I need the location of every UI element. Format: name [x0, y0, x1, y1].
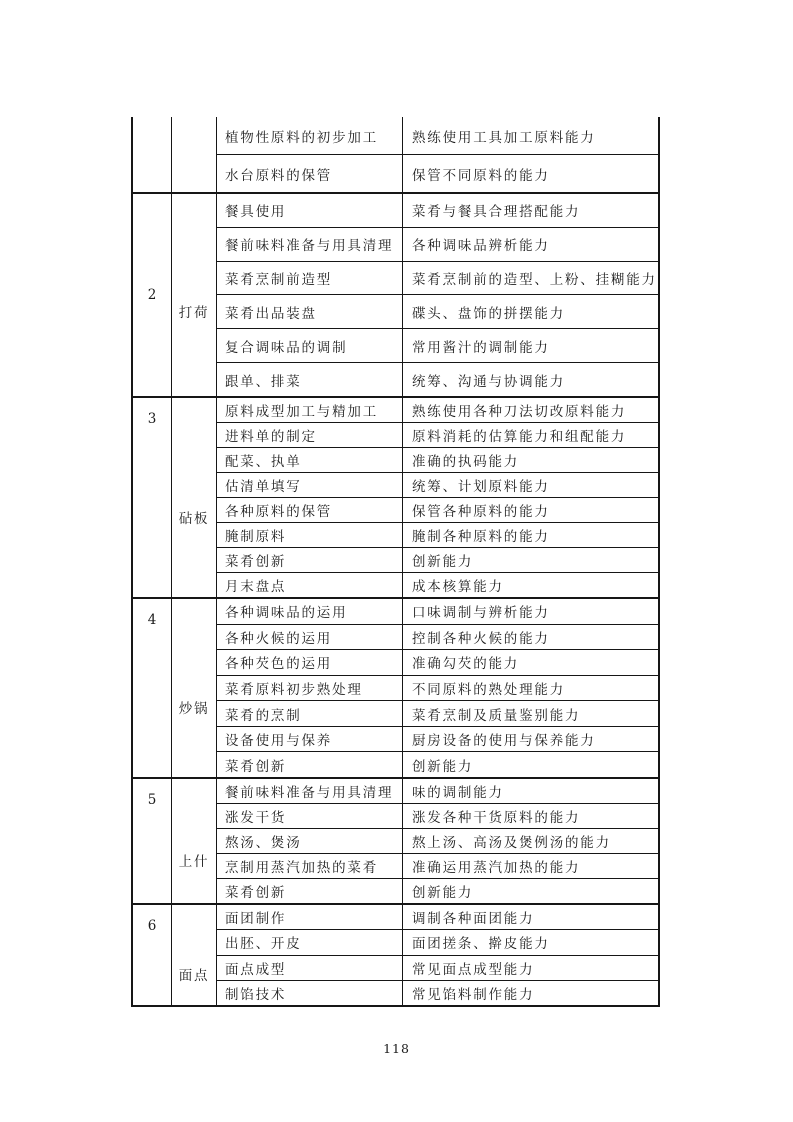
table-row — [217, 472, 658, 497]
ability-text: 创新能力 — [412, 758, 474, 775]
ability-cell — [403, 155, 658, 192]
table-row — [217, 294, 658, 328]
ability-cell — [403, 228, 658, 261]
table-row — [217, 117, 658, 154]
task-cell — [217, 262, 403, 295]
ability-cell — [403, 473, 658, 497]
ability-text: 统筹、沟通与协调能力 — [412, 373, 565, 390]
section-rows — [217, 599, 658, 777]
ability-cell — [403, 956, 658, 980]
position-label: 打荷 — [178, 305, 210, 321]
table-row — [217, 497, 658, 522]
task-cell — [217, 228, 403, 261]
ability-text: 厨房设备的使用与保养能力 — [412, 733, 596, 750]
ability-cell — [403, 905, 658, 929]
task-cell — [217, 676, 403, 701]
table-row — [217, 547, 658, 572]
task-cell — [217, 701, 403, 726]
table-row — [217, 649, 658, 675]
ability-cell — [403, 548, 658, 572]
table-row — [217, 422, 658, 447]
ability-cell — [403, 625, 658, 650]
ability-text: 涨发各种干货原料的能力 — [412, 810, 581, 826]
ability-text: 味的调制能力 — [412, 785, 504, 801]
table-row — [217, 261, 658, 295]
table-row — [217, 751, 658, 777]
position-cell — [172, 194, 217, 396]
task-cell — [217, 599, 403, 624]
table-section-cont — [133, 117, 658, 192]
task-cell — [217, 625, 403, 650]
ability-text: 熟练使用各种刀法切改原料能力 — [412, 404, 627, 420]
page-number: 118 — [383, 1041, 410, 1056]
task-text: 熬汤、煲汤 — [225, 835, 302, 851]
section-number: 4 — [147, 612, 157, 628]
task-cell — [217, 423, 403, 447]
ability-text: 常见馅料制作能力 — [412, 986, 535, 1003]
task-text: 各种调味品的运用 — [225, 605, 348, 622]
task-cell — [217, 363, 403, 396]
ability-cell — [403, 423, 658, 447]
ability-text: 成本核算能力 — [412, 579, 504, 595]
task-text: 各种原料的保管 — [225, 504, 333, 520]
task-text: 月末盘点 — [225, 579, 287, 595]
section-number-cell — [133, 779, 172, 903]
ability-text: 各种调味品辨析能力 — [412, 238, 550, 255]
ability-cell — [403, 498, 658, 522]
table-section-6 — [133, 903, 658, 1005]
ability-cell — [403, 727, 658, 752]
ability-cell — [403, 573, 658, 597]
task-cell — [217, 804, 403, 828]
section-number-cell — [133, 194, 172, 396]
ability-text: 准确的执码能力 — [412, 454, 520, 470]
task-text: 菜肴的烹制 — [225, 707, 302, 724]
position-cell — [172, 398, 217, 597]
position-cell — [172, 117, 217, 192]
task-text: 面团制作 — [225, 911, 287, 928]
ability-text: 创新能力 — [412, 885, 474, 901]
ability-cell — [403, 930, 658, 954]
section-rows — [217, 398, 658, 597]
task-text: 植物性原料的初步加工 — [225, 129, 378, 146]
ability-text: 熬上汤、高汤及煲例汤的能力 — [412, 835, 611, 851]
ability-cell — [403, 398, 658, 422]
section-rows — [217, 194, 658, 396]
ability-cell — [403, 701, 658, 726]
task-text: 出胚、开皮 — [225, 936, 302, 953]
table-row — [217, 929, 658, 954]
ability-cell — [403, 523, 658, 547]
ability-text: 调制各种面团能力 — [412, 911, 535, 928]
table-section-3 — [133, 396, 658, 597]
task-text: 复合调味品的调制 — [225, 339, 348, 356]
section-rows — [217, 779, 658, 903]
table-row — [217, 522, 658, 547]
ability-cell — [403, 676, 658, 701]
ability-cell — [403, 117, 658, 154]
task-cell — [217, 498, 403, 522]
ability-text: 常用酱汁的调制能力 — [412, 339, 550, 356]
table-row — [217, 905, 658, 929]
task-text: 制馅技术 — [225, 986, 287, 1003]
ability-text: 不同原料的熟处理能力 — [412, 682, 565, 699]
section-number: 2 — [147, 287, 157, 303]
table-section-5 — [133, 777, 658, 903]
task-cell — [217, 117, 403, 154]
ability-text: 准确勾芡的能力 — [412, 656, 520, 673]
section-number-cell — [133, 599, 172, 777]
task-text: 菜肴创新 — [225, 758, 287, 775]
task-text: 水台原料的保管 — [225, 167, 333, 184]
task-text: 菜肴烹制前造型 — [225, 272, 333, 289]
section-rows — [217, 905, 658, 1005]
position-label: 面点 — [178, 968, 210, 984]
task-text: 烹制用蒸汽加热的菜肴 — [225, 860, 378, 876]
table-row — [217, 328, 658, 362]
ability-text: 熟练使用工具加工原料能力 — [412, 129, 596, 146]
task-cell — [217, 573, 403, 597]
task-cell — [217, 523, 403, 547]
task-text: 原料成型加工与精加工 — [225, 404, 378, 420]
ability-text: 控制各种火候的能力 — [412, 630, 550, 647]
task-text: 菜肴创新 — [225, 885, 287, 901]
table-row — [217, 194, 658, 227]
task-cell — [217, 752, 403, 777]
section-number-cell — [133, 117, 172, 192]
ability-cell — [403, 599, 658, 624]
section-number-cell — [133, 398, 172, 597]
table-row — [217, 599, 658, 624]
ability-text: 腌制各种原料的能力 — [412, 529, 550, 545]
task-cell — [217, 398, 403, 422]
table-row — [217, 803, 658, 828]
table-row — [217, 853, 658, 878]
ability-cell — [403, 262, 658, 295]
position-label: 炒锅 — [178, 701, 210, 717]
task-cell — [217, 194, 403, 227]
task-cell — [217, 779, 403, 803]
task-text: 餐具使用 — [225, 204, 287, 221]
task-text: 餐前味料准备与用具清理 — [225, 785, 394, 801]
ability-text: 创新能力 — [412, 554, 474, 570]
task-text: 设备使用与保养 — [225, 733, 333, 750]
position-cell — [172, 599, 217, 777]
ability-text: 口味调制与辨析能力 — [412, 605, 550, 622]
table-row — [217, 447, 658, 472]
ability-text: 原料消耗的估算能力和组配能力 — [412, 429, 627, 445]
task-cell — [217, 905, 403, 929]
position-label: 砧板 — [178, 510, 210, 527]
section-number-cell — [133, 905, 172, 1005]
ability-text: 常见面点成型能力 — [412, 961, 535, 978]
ability-cell — [403, 981, 658, 1005]
ability-cell — [403, 879, 658, 903]
task-text: 跟单、排菜 — [225, 373, 302, 390]
section-number: 5 — [147, 792, 157, 808]
task-cell — [217, 879, 403, 903]
table-row — [217, 362, 658, 396]
section-rows — [217, 117, 658, 192]
table-section-4 — [133, 597, 658, 777]
ability-cell — [403, 295, 658, 328]
table-row — [217, 624, 658, 650]
ability-text: 面团搓条、擀皮能力 — [412, 936, 550, 953]
table-row — [217, 572, 658, 597]
task-cell — [217, 155, 403, 192]
table-row — [217, 955, 658, 980]
task-cell — [217, 727, 403, 752]
table-row — [217, 675, 658, 701]
ability-text: 准确运用蒸汽加热的能力 — [412, 860, 581, 876]
table-row — [217, 227, 658, 261]
table-row — [217, 700, 658, 726]
ability-cell — [403, 363, 658, 396]
table-row — [217, 980, 658, 1005]
ability-text: 碟头、盘饰的拼摆能力 — [412, 305, 565, 322]
task-cell — [217, 329, 403, 362]
task-cell — [217, 854, 403, 878]
task-text: 估清单填写 — [225, 479, 302, 495]
task-text: 餐前味料准备与用具清理 — [225, 238, 394, 255]
section-number: 3 — [147, 411, 157, 427]
ability-text: 保管各种原料的能力 — [412, 504, 550, 520]
ability-cell — [403, 829, 658, 853]
section-number: 6 — [147, 918, 157, 934]
duties-table — [131, 117, 660, 1007]
task-cell — [217, 930, 403, 954]
position-cell — [172, 779, 217, 903]
task-cell — [217, 295, 403, 328]
ability-text: 统筹、计划原料能力 — [412, 479, 550, 495]
ability-cell — [403, 650, 658, 675]
task-cell — [217, 829, 403, 853]
ability-cell — [403, 752, 658, 777]
ability-text: 菜肴与餐具合理搭配能力 — [412, 204, 581, 221]
task-cell — [217, 981, 403, 1005]
ability-cell — [403, 779, 658, 803]
task-cell — [217, 548, 403, 572]
position-cell — [172, 905, 217, 1005]
ability-cell — [403, 329, 658, 362]
ability-text: 保管不同原料的能力 — [412, 167, 550, 184]
table-row — [217, 154, 658, 192]
task-cell — [217, 956, 403, 980]
ability-cell — [403, 448, 658, 472]
task-text: 涨发干货 — [225, 810, 287, 826]
task-cell — [217, 448, 403, 472]
task-text: 菜肴原料初步熟处理 — [225, 682, 363, 699]
task-text: 配菜、执单 — [225, 454, 302, 470]
table-row — [217, 878, 658, 903]
task-text: 腌制原料 — [225, 529, 287, 545]
table-row — [217, 828, 658, 853]
ability-text: 菜肴烹制前的造型、上粉、挂糊能力 — [412, 272, 657, 289]
ability-cell — [403, 194, 658, 227]
task-text: 菜肴出品装盘 — [225, 305, 317, 322]
task-text: 进料单的制定 — [225, 429, 317, 445]
table-row — [217, 398, 658, 422]
task-cell — [217, 473, 403, 497]
task-text: 面点成型 — [225, 961, 287, 978]
task-cell — [217, 650, 403, 675]
table-row — [217, 726, 658, 752]
table-row — [217, 779, 658, 803]
table-section-2 — [133, 192, 658, 396]
ability-cell — [403, 854, 658, 878]
task-text: 各种火候的运用 — [225, 630, 333, 647]
position-label: 上什 — [178, 854, 210, 870]
task-text: 菜肴创新 — [225, 554, 287, 570]
task-text: 各种芡色的运用 — [225, 656, 333, 673]
ability-cell — [403, 804, 658, 828]
ability-text: 菜肴烹制及质量鉴别能力 — [412, 707, 581, 724]
